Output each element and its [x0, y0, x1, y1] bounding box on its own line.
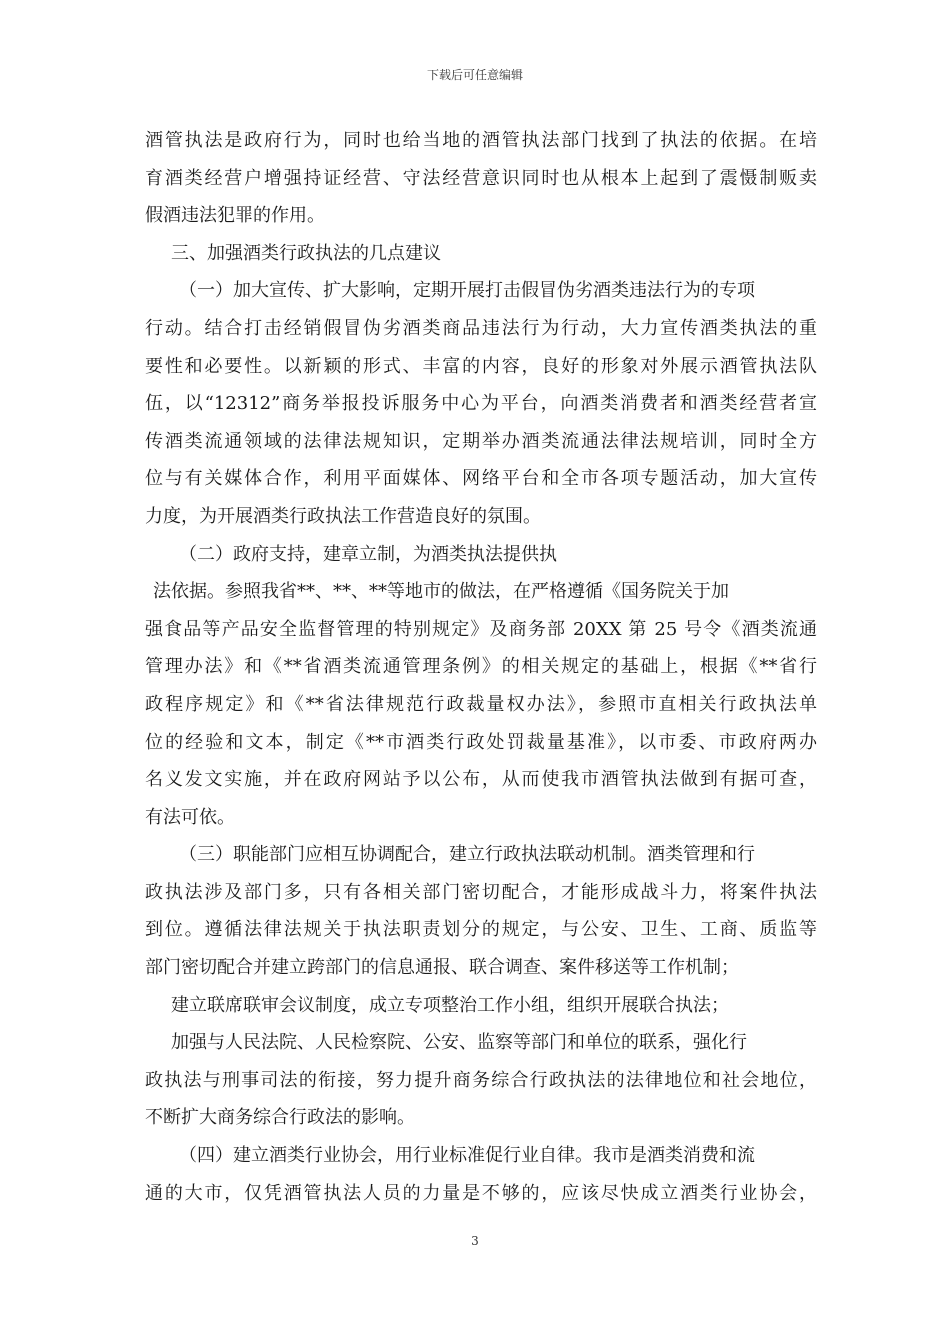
- text-line: 位的经验和文本，制定《**市酒类行政处罚裁量基准》，以市委、市政府两办: [145, 731, 817, 753]
- text-line: 建立联席联审会议制度，成立专项整治工作小组，组织开展联合执法；: [171, 994, 729, 1016]
- text-line: 力度，为开展酒类行政执法工作营造良好的氛围。: [145, 505, 541, 527]
- text-line: 政执法涉及部门多，只有各相关部门密切配合，才能形成战斗力，将案件执法: [145, 881, 817, 903]
- text-line: 传酒类流通领域的法律法规知识，定期举办酒类流通法律法规培训，同时全方: [145, 430, 817, 452]
- text-line: 不断扩大商务综合行政法的影响。: [145, 1107, 415, 1129]
- page-number: 3: [471, 1234, 479, 1248]
- text-line: 加强与人民法院、人民检察院、公安、监察等部门和单位的联系，强化行: [171, 1032, 747, 1054]
- text-line: 位与有关媒体合作，利用平面媒体、网络平台和全市各项专题活动，加大宣传: [145, 468, 817, 490]
- text-line: 三、加强酒类行政执法的几点建议: [171, 242, 441, 264]
- text-line: （四）建立酒类行业协会，用行业标准促行业自律。我市是酒类消费和流: [179, 1145, 755, 1167]
- text-line: （二）政府支持，建章立制，为酒类执法提供执: [179, 543, 557, 565]
- text-line: （三）职能部门应相互协调配合，建立行政执法联动机制。酒类管理和行: [179, 844, 755, 866]
- text-line: 名义发文实施，并在政府网站予以公布，从而使我市酒管执法做到有据可查，: [145, 769, 817, 791]
- text-line: 育酒类经营户增强持证经营、守法经营意识同时也从根本上起到了震慑制贩卖: [145, 167, 817, 189]
- text-line: 有法可依。: [145, 806, 235, 828]
- text-line: 强食品等产品安全监督管理的特别规定》及商务部 20XX 第 25 号令《酒类流通: [145, 618, 817, 640]
- text-line: （一）加大宣传、扩大影响，定期开展打击假冒伪劣酒类违法行为的专项: [179, 280, 755, 302]
- text-line: 政执法与刑事司法的衔接，努力提升商务综合行政执法的法律地位和社会地位，: [145, 1069, 817, 1091]
- text-line: 要性和必要性。以新颖的形式、丰富的内容，良好的形象对外展示酒管执法队: [145, 355, 817, 377]
- text-line: 酒管执法是政府行为，同时也给当地的酒管执法部门找到了执法的依据。在培: [145, 130, 817, 151]
- text-line: 通的大市，仅凭酒管执法人员的力量是不够的，应该尽快成立酒类行业协会，: [145, 1182, 817, 1204]
- text-line: 行动。结合打击经销假冒伪劣酒类商品违法行为行动，大力宣传酒类执法的重: [145, 317, 817, 339]
- text-line: 假酒违法犯罪的作用。: [145, 205, 325, 227]
- text-line: 部门密切配合并建立跨部门的信息通报、联合调查、案件移送等工作机制；: [145, 957, 739, 979]
- text-line: 到位。遵循法律法规关于执法职责划分的规定，与公安、卫生、工商、质监等: [145, 919, 817, 941]
- text-line: 法依据。参照我省**、**、**等地市的做法，在严格遵循《国务院关于加: [153, 581, 729, 603]
- text-line: 管理办法》和《**省酒类流通管理条例》的相关规定的基础上，根据《**省行: [145, 656, 817, 678]
- text-line: 政程序规定》和《**省法律规范行政裁量权办法》，参照市直相关行政执法单: [145, 693, 817, 715]
- text-line: 伍，以“12312”商务举报投诉服务中心为平台，向酒类消费者和酒类经营者宣: [145, 393, 817, 415]
- document-body: [145, 122, 817, 1212]
- page-header: 下载后可任意编辑: [426, 68, 523, 82]
